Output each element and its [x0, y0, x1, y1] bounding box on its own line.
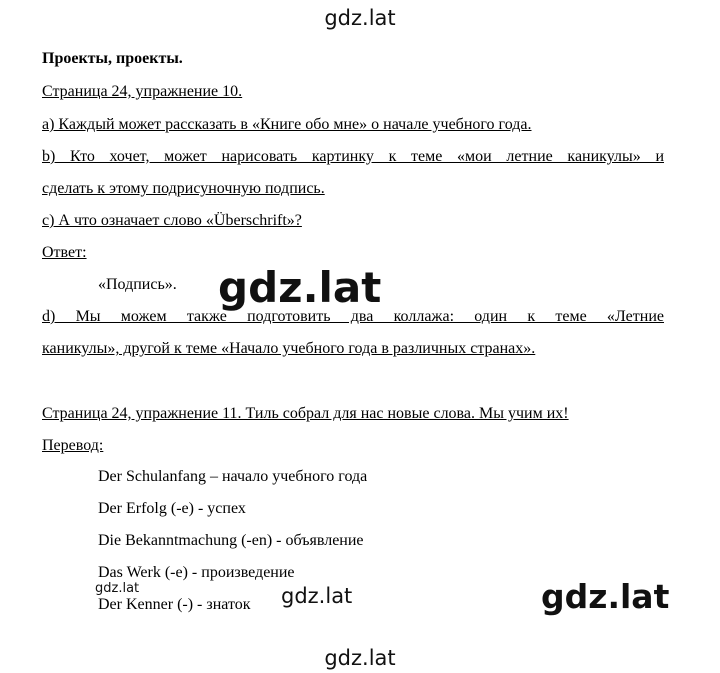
vocab-item: Die Bekanntmachung (-en) - объявление — [98, 532, 364, 549]
item-d-line1: d) Мы можем также подготовить два коллажа: один к теме «Летние — [42, 308, 664, 325]
translation-label: Перевод: — [42, 437, 104, 454]
item-c: с) А что означает слово «Überschrift»? — [42, 212, 302, 229]
item-b-line2: сделать к этому подрисуночную подпись. — [42, 180, 325, 197]
watermark-lower-middle: gdz.lat — [281, 584, 353, 608]
vocab-item: Der Schulanfang – начало учебного года — [98, 468, 368, 485]
answer-text: «Подпись». — [98, 276, 177, 293]
watermark-right: gdz.lat — [541, 577, 670, 616]
item-d-line2: каникулы», другой к теме «Начало учебного года в различных странах». — [42, 340, 536, 357]
watermark-small: gdz.lat — [95, 581, 140, 596]
exercise-10-heading: Страница 24, упражнение 10. — [42, 83, 243, 100]
vocab-item: Der Erfolg (-e) - успех — [98, 500, 246, 517]
watermark-top: gdz.lat — [324, 6, 396, 30]
item-b-line1: b) Кто хочет, может нарисовать картинку к теме «мои летние каникулы» и — [42, 148, 664, 165]
item-a: а) Каждый может рассказать в «Книге обо мне» о начале учебного года. — [42, 116, 532, 133]
vocab-item: Der Kenner (-) - знаток — [98, 596, 251, 613]
answer-label: Ответ: — [42, 244, 87, 261]
watermark-bottom: gdz.lat — [324, 646, 396, 670]
vocab-item: Das Werk (-e) - произведение — [98, 564, 295, 581]
exercise-11-heading: Страница 24, упражнение 11. Тиль собрал для нас новые слова. Мы учим их! — [42, 405, 569, 422]
document-title: Проекты, проекты. — [42, 50, 183, 67]
watermark-middle: gdz.lat — [218, 263, 382, 312]
